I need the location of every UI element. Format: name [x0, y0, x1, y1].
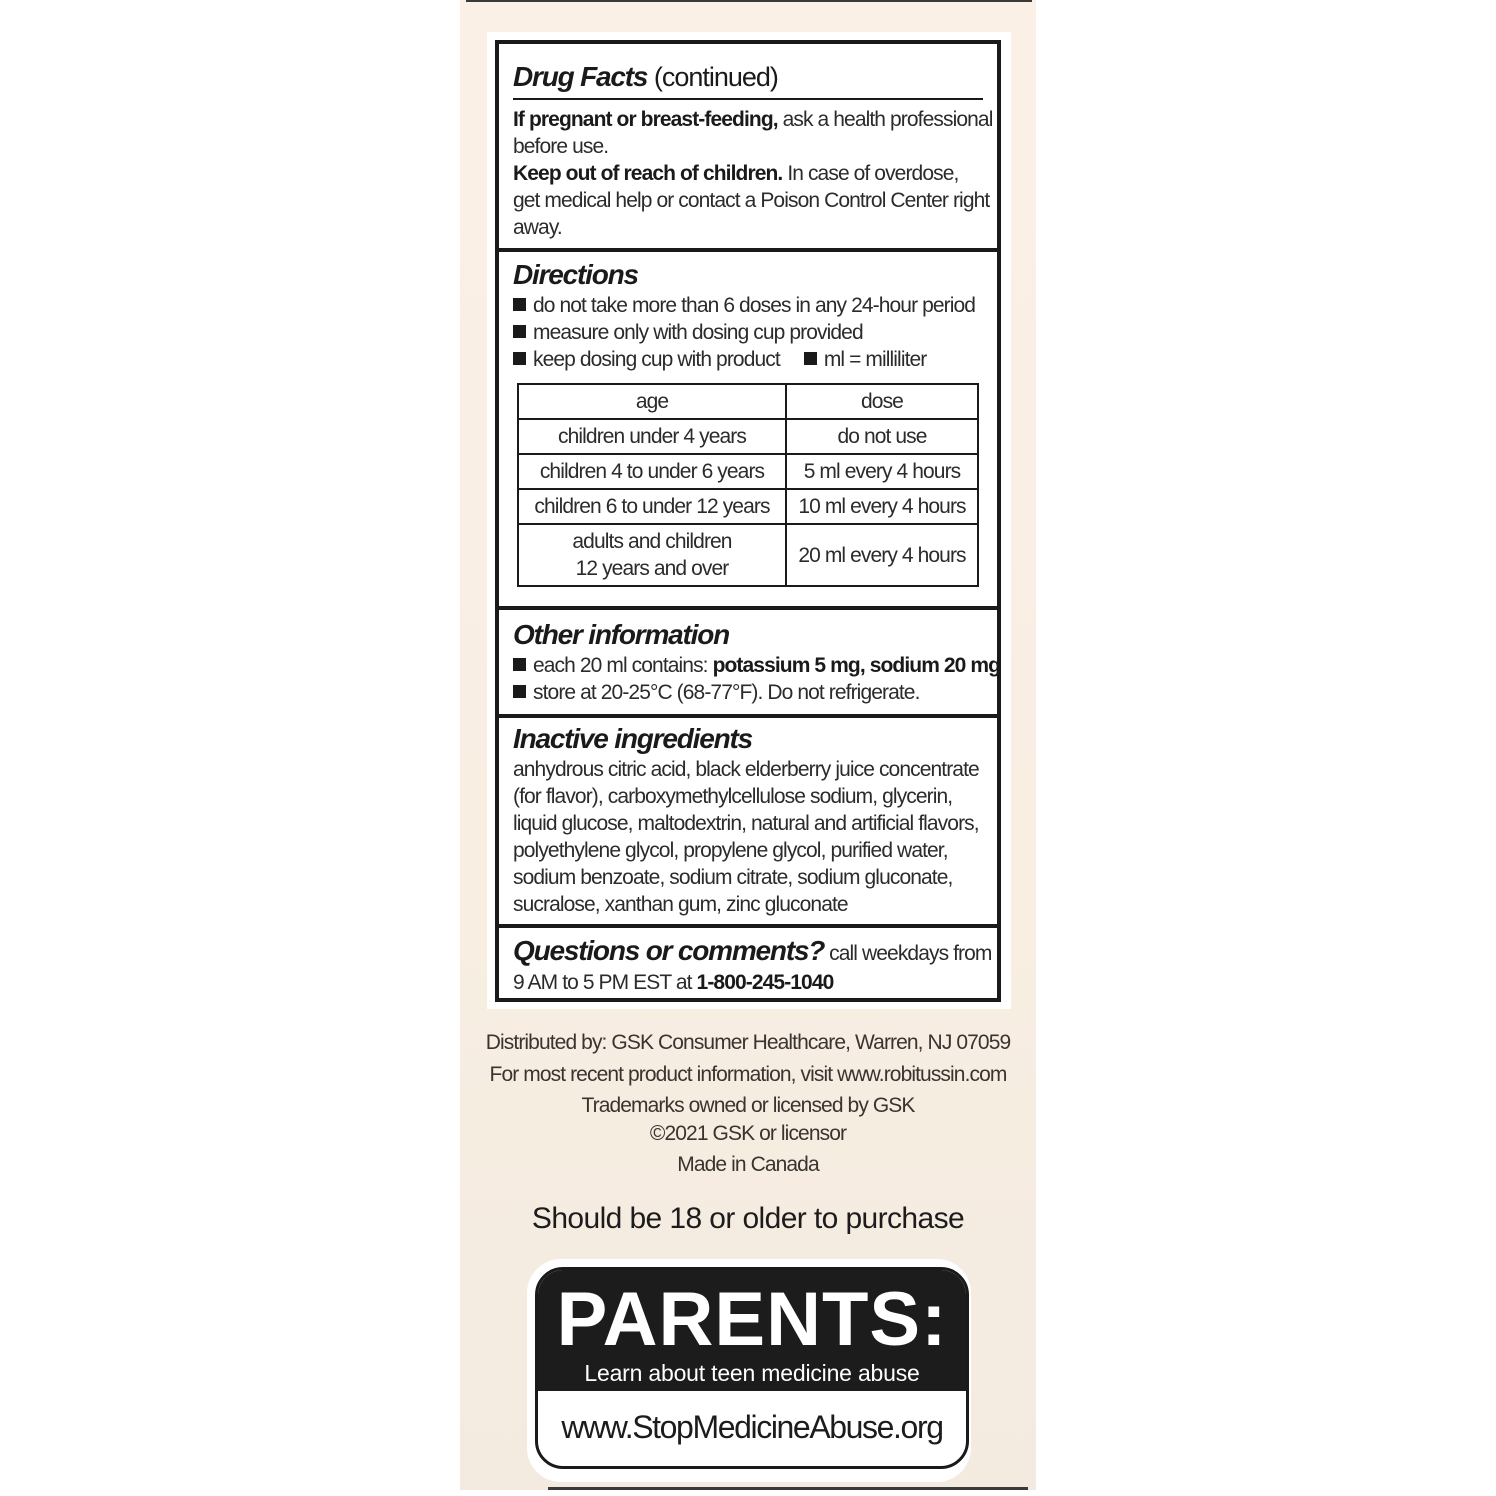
table-cell-age: children 6 to under 12 years: [518, 489, 786, 524]
ingredients-line: anhydrous citric acid, black elderberry juice concentrate: [513, 758, 979, 781]
directions-bullet-text: do not take more than 6 doses in any 24-hour period: [533, 294, 976, 317]
age-restriction-notice: Should be 18 or older to purchase: [531, 1202, 965, 1235]
children-warning-bold: Keep out of reach of children.: [513, 162, 783, 185]
table-row: [518, 524, 978, 586]
inactive-ingredients-section: [499, 718, 997, 928]
bullet-square-icon: [513, 685, 526, 698]
drug-facts-continued: (continued): [653, 62, 778, 92]
questions-text-2: 9 AM to 5 PM EST at: [513, 971, 692, 994]
table-cell-age: [518, 524, 786, 586]
bullet-square-icon: [804, 352, 817, 365]
table-cell-age-line: 12 years and over: [575, 557, 729, 580]
trademarks-text: Trademarks owned or licensed by GSK: [581, 1094, 915, 1117]
directions-heading: Directions: [513, 259, 638, 290]
bullet-square-icon: [513, 352, 526, 365]
directions-bullet-text: measure only with dosing cup provided: [533, 321, 863, 344]
table-header-row: [518, 384, 978, 419]
panel-top-edge: [466, 0, 1032, 2]
children-warning-text-2: get medical help or contact a Poison Control Center right: [513, 189, 990, 212]
table-header-age: age: [518, 384, 786, 419]
other-info-bullet: [513, 652, 1001, 679]
table-cell-dose: 10 ml every 4 hours: [786, 489, 978, 524]
other-info-bullet: [513, 679, 983, 706]
directions-bullet-row: [513, 346, 983, 373]
product-info-text: For most recent product information, visit www.robitussin.com: [489, 1063, 1007, 1086]
table-cell-dose: 20 ml every 4 hours: [786, 524, 978, 586]
phone-number[interactable]: 1-800-245-1040: [696, 971, 834, 994]
pregnancy-warning: [513, 106, 993, 133]
inactive-ingredients-heading: Inactive ingredients: [513, 723, 752, 754]
ingredients-line: polyethylene glycol, propylene glycol, purified water,: [513, 839, 948, 862]
other-info-text: store at 20-25°C (68-77°F). Do not refrigerate.: [533, 681, 920, 704]
ingredients-line: sodium benzoate, sodium citrate, sodium gluconate,: [513, 866, 953, 889]
drug-facts-title: [513, 60, 983, 94]
panel-bottom-edge: [548, 1487, 1028, 1490]
questions-heading: Questions or comments?: [513, 935, 825, 966]
questions-text: call weekdays from: [829, 942, 992, 965]
parents-badge-header: [538, 1270, 966, 1391]
drug-facts-warnings-section: [499, 44, 997, 252]
parents-badge: [527, 1259, 971, 1482]
drug-facts-box: [495, 40, 1001, 1002]
bullet-square-icon: [513, 658, 526, 671]
bullet-square-icon: [513, 298, 526, 311]
other-information-section: [499, 610, 1001, 718]
pregnancy-warning-text-2: before use.: [513, 135, 609, 158]
table-cell-dose: do not use: [786, 419, 978, 454]
other-information-heading: Other information: [513, 619, 730, 650]
table-cell-age: children 4 to under 6 years: [518, 454, 786, 489]
questions-line-2: [513, 969, 983, 996]
made-in-text: Made in Canada: [677, 1153, 819, 1176]
table-cell-age: children under 4 years: [518, 419, 786, 454]
directions-bullet: [513, 292, 983, 319]
other-info-text: each 20 ml contains:: [533, 654, 708, 677]
directions-bullet: [513, 319, 983, 346]
parents-badge-inner: [535, 1267, 969, 1469]
table-row: [518, 419, 978, 454]
distributor-text: Distributed by: GSK Consumer Healthcare, Warren, NJ 07059: [485, 1031, 1011, 1054]
drug-facts-title-text: Drug Facts: [513, 61, 648, 92]
parents-subtitle: Learn about teen medicine abuse: [584, 1360, 920, 1386]
ingredients-line: (for flavor), carboxymethylcellulose sodium, glycerin,: [513, 785, 953, 808]
pregnancy-warning-text: ask a health professional: [782, 108, 993, 131]
table-header-dose: dose: [786, 384, 978, 419]
dosage-table: [517, 383, 979, 587]
ingredients-line: sucralose, xanthan gum, zinc gluconate: [513, 893, 848, 916]
questions-section: [499, 928, 997, 998]
table-cell-dose: 5 ml every 4 hours: [786, 454, 978, 489]
table-row: [518, 489, 978, 524]
package-side-panel: [460, 0, 1036, 1490]
children-warning-text-3: away.: [513, 216, 562, 239]
directions-bullet-text: ml = milliliter: [823, 348, 927, 371]
table-cell-age-line: adults and children: [572, 530, 732, 553]
pregnancy-warning-bold: If pregnant or breast-feeding,: [513, 108, 778, 131]
copyright-text: ©2021 GSK or licensor: [649, 1122, 847, 1145]
questions-line-1: [513, 934, 992, 969]
children-warning: [513, 160, 983, 187]
parents-title: PARENTS:: [556, 1277, 948, 1362]
ingredients-line: liquid glucose, maltodextrin, natural and artificial flavors,: [513, 812, 979, 835]
title-rule: [513, 98, 983, 100]
directions-bullet-text: keep dosing cup with product: [533, 348, 780, 371]
stop-medicine-abuse-link[interactable]: www.StopMedicineAbuse.org: [561, 1409, 943, 1445]
directions-section: [499, 252, 997, 610]
other-info-bold: potassium 5 mg, sodium 20 mg: [712, 654, 1001, 677]
bullet-square-icon: [513, 325, 526, 338]
table-row: [518, 454, 978, 489]
children-warning-text: In case of overdose,: [787, 162, 959, 185]
